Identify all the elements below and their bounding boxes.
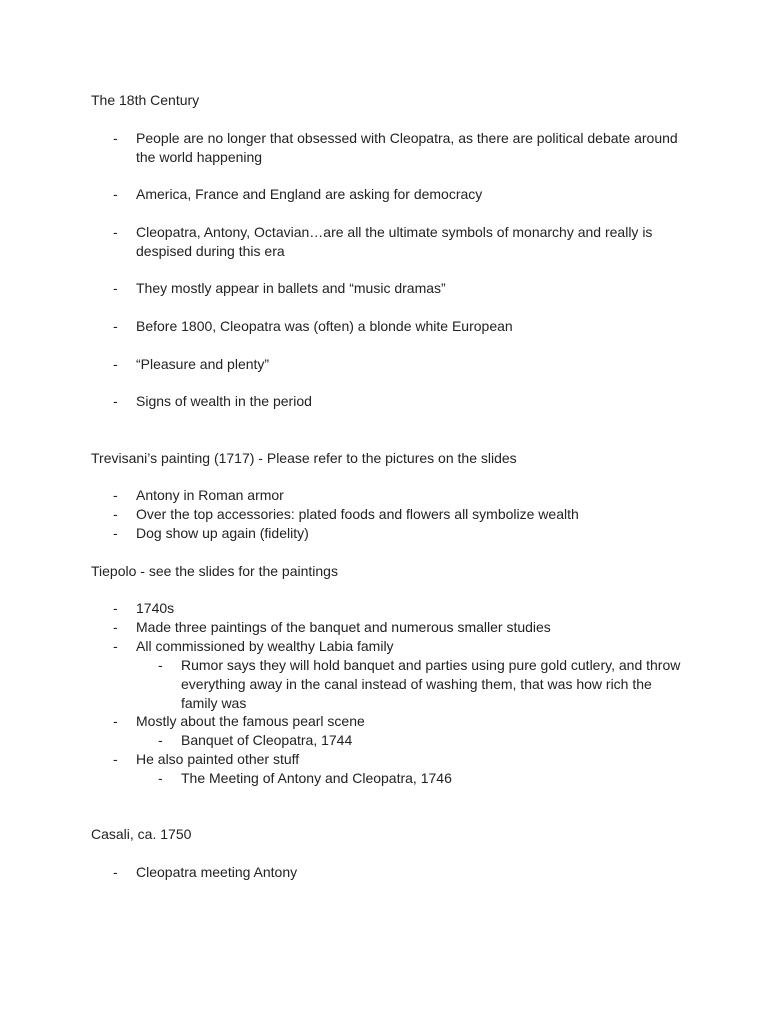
list-item-continuation: despised during this era: [136, 243, 285, 259]
bullet-marker: -: [113, 713, 118, 729]
sub-list-item-continuation: family was: [181, 695, 247, 711]
section-heading: Casali, ca. 1750: [91, 826, 192, 842]
bullet-marker: -: [113, 619, 118, 635]
list-item: “Pleasure and plenty”: [136, 356, 270, 372]
sub-list-item: Rumor says they will hold banquet and parties using pure gold cutlery, and throw: [181, 657, 681, 673]
sub-list-item: The Meeting of Antony and Cleopatra, 1746: [181, 770, 452, 786]
bullet-marker: -: [113, 393, 118, 409]
bullet-marker: -: [113, 356, 118, 372]
list-item: He also painted other stuff: [136, 751, 300, 767]
bullet-marker: -: [113, 751, 118, 767]
bullet-marker: -: [113, 600, 118, 616]
section-heading: Trevisani’s painting (1717) - Please refer to the pictures on the slides: [91, 450, 517, 466]
list-item: Mostly about the famous pearl scene: [136, 713, 365, 729]
list-item: Cleopatra, Antony, Octavian…are all the ultimate symbols of monarchy and really is: [136, 224, 653, 240]
list-item: People are no longer that obsessed with Cleopatra, as there are political debate around: [136, 130, 678, 146]
bullet-marker: -: [113, 638, 118, 654]
bullet-marker: -: [113, 130, 118, 146]
sub-bullet-marker: -: [158, 657, 163, 673]
list-item: Over the top accessories: plated foods and flowers all symbolize wealth: [136, 506, 579, 522]
list-item-continuation: the world happening: [136, 149, 263, 165]
sub-bullet-marker: -: [158, 770, 163, 786]
bullet-marker: -: [113, 864, 118, 880]
list-item: Antony in Roman armor: [136, 487, 284, 503]
bullet-marker: -: [113, 506, 118, 522]
list-item: 1740s: [136, 600, 175, 616]
sub-list-item: Banquet of Cleopatra, 1744: [181, 732, 353, 748]
bullet-marker: -: [113, 186, 118, 202]
list-item: All commissioned by wealthy Labia family: [136, 638, 394, 654]
bullet-marker: -: [113, 280, 118, 296]
list-item: They mostly appear in ballets and “music dramas”: [136, 280, 446, 296]
sub-list-item-continuation: everything away in the canal instead of washing them, that was how rich the: [181, 676, 652, 692]
bullet-marker: -: [113, 318, 118, 334]
list-item: Cleopatra meeting Antony: [136, 864, 298, 880]
list-item: Before 1800, Cleopatra was (often) a blonde white European: [136, 318, 513, 334]
list-item: Dog show up again (fidelity): [136, 525, 309, 541]
section-heading: Tiepolo - see the slides for the paintings: [91, 563, 338, 579]
list-item: America, France and England are asking for democracy: [136, 186, 483, 202]
list-item: Made three paintings of the banquet and numerous smaller studies: [136, 619, 551, 635]
bullet-marker: -: [113, 487, 118, 503]
section-heading: The 18th Century: [91, 92, 200, 108]
bullet-marker: -: [113, 224, 118, 240]
list-item: Signs of wealth in the period: [136, 393, 312, 409]
bullet-marker: -: [113, 525, 118, 541]
sub-bullet-marker: -: [158, 732, 163, 748]
